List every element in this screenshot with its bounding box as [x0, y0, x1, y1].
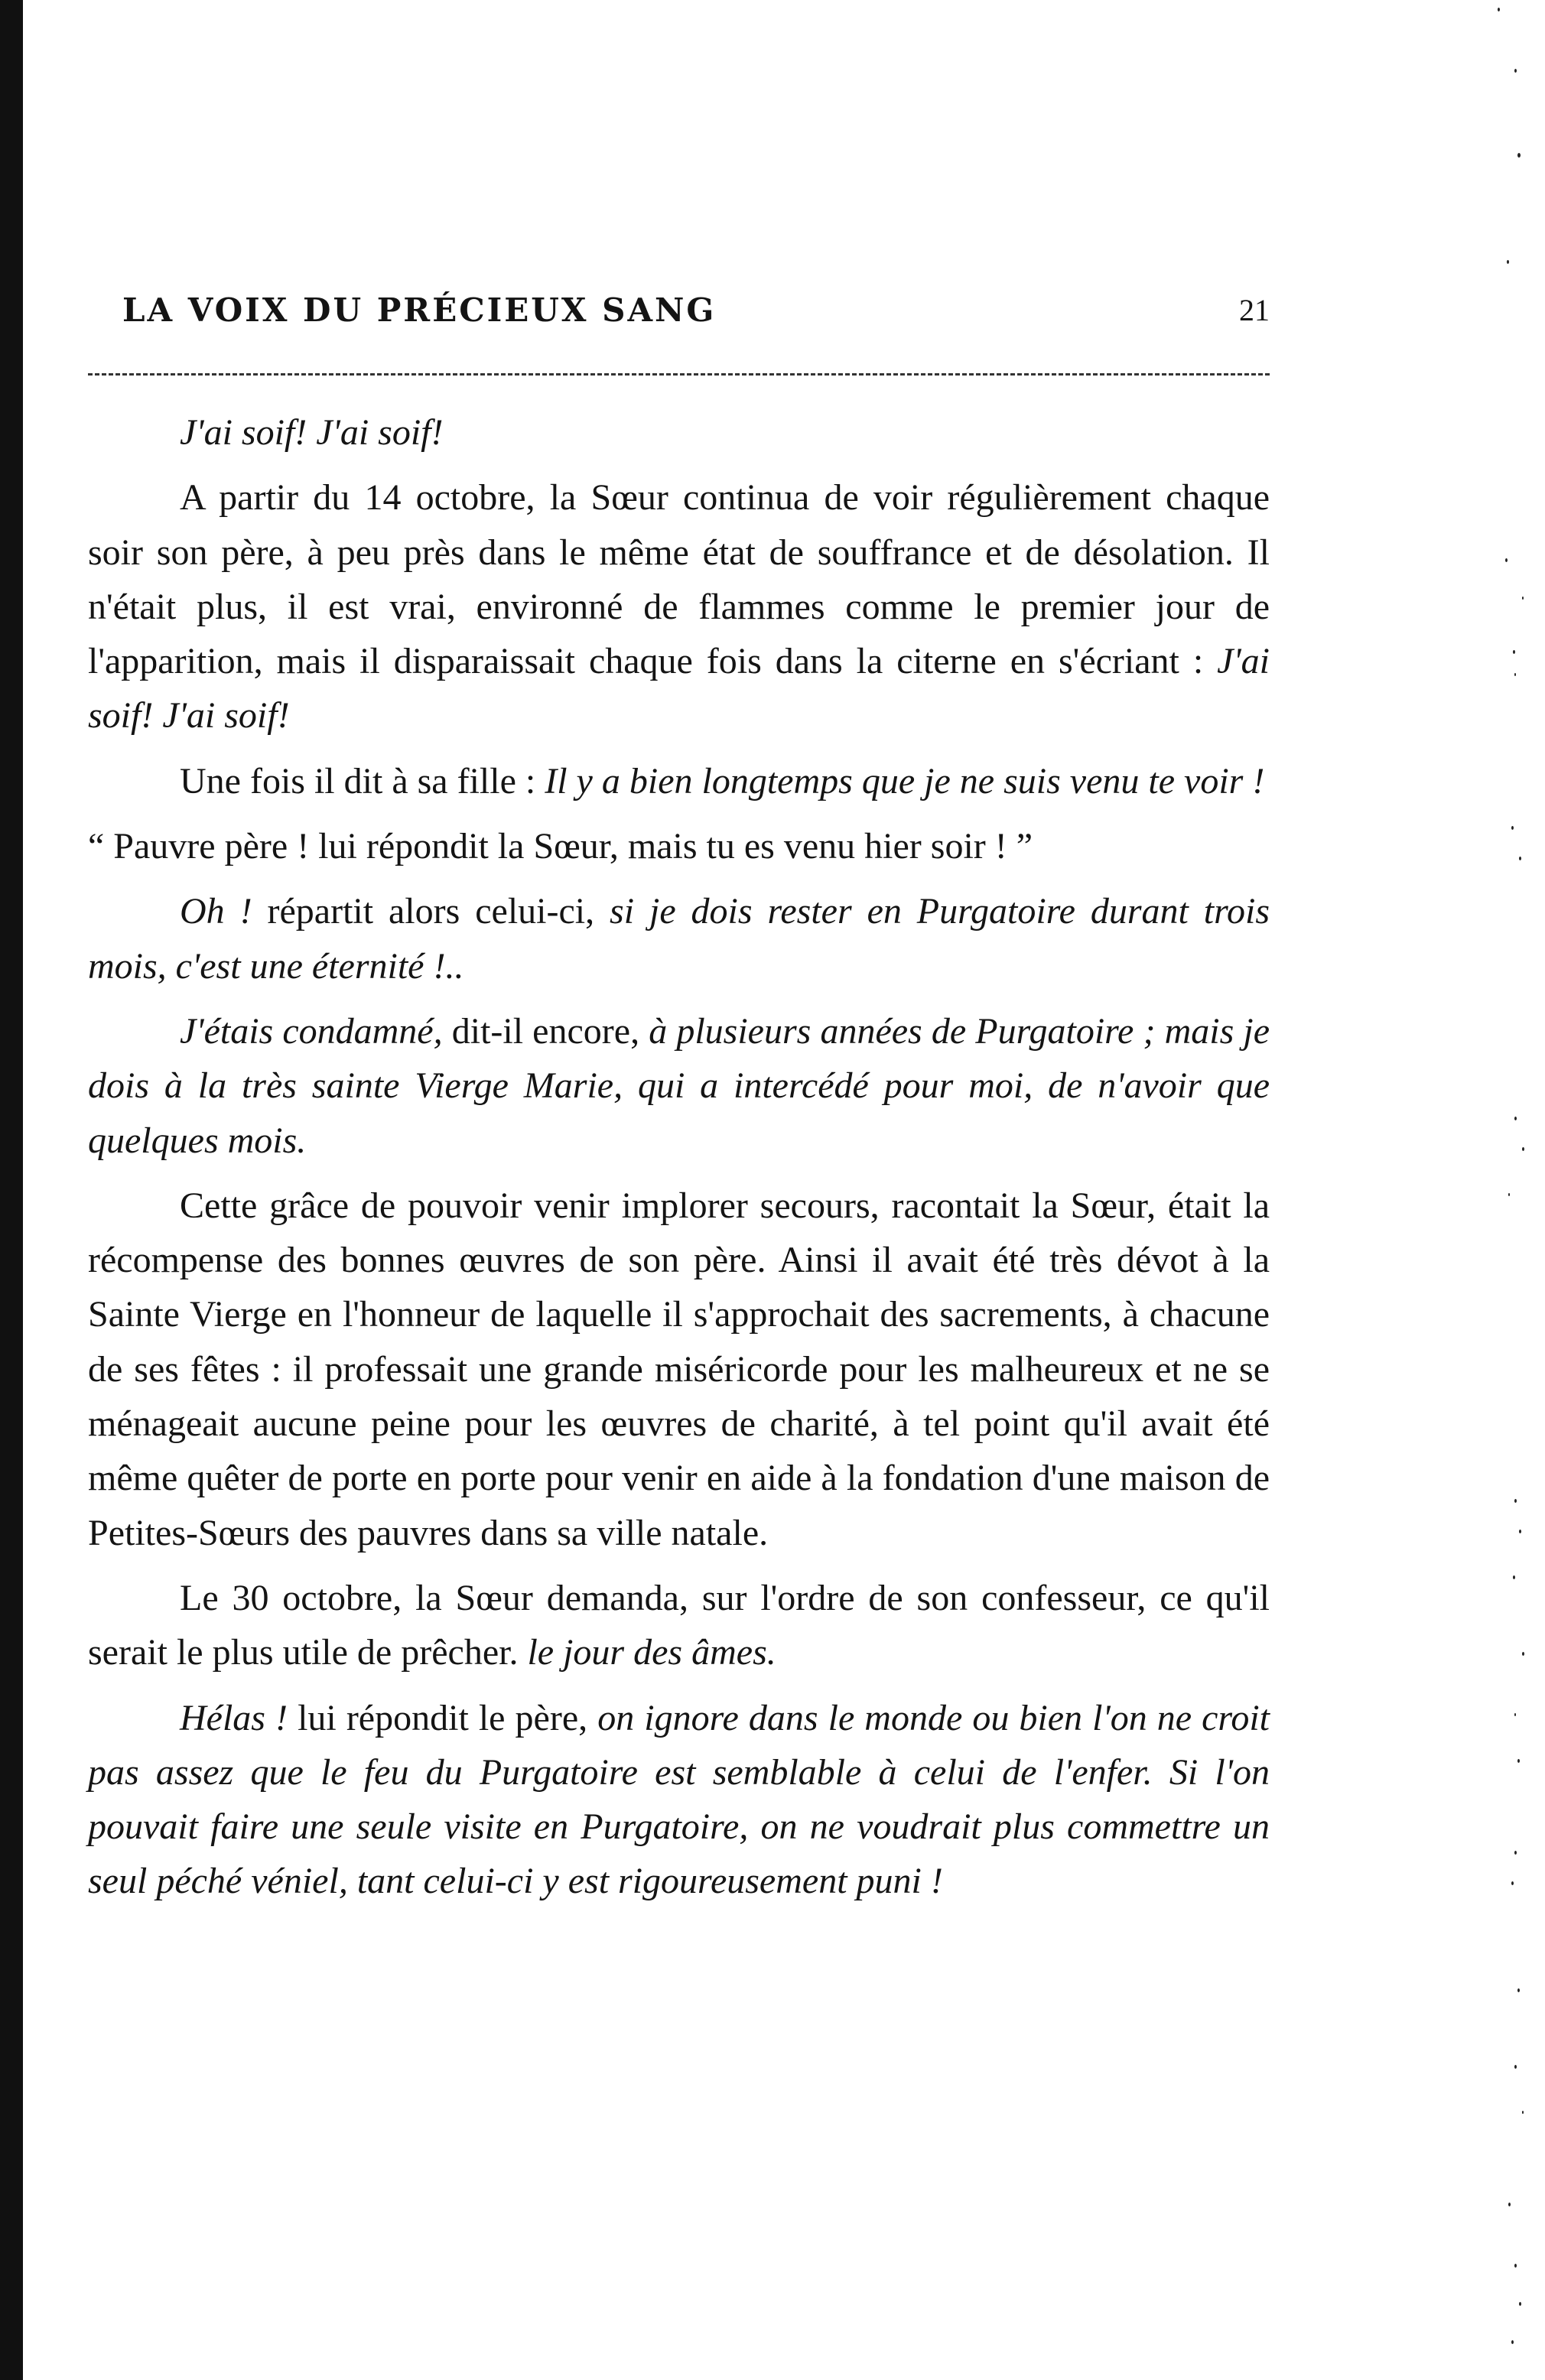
- paragraph: [88, 405, 1270, 460]
- paragraph: [88, 1179, 1270, 1560]
- scan-speck: [1517, 153, 1521, 158]
- text-run: dit-il encore,: [442, 1010, 649, 1052]
- scan-speck: [1514, 1851, 1517, 1855]
- scan-speck: [1522, 2111, 1524, 2114]
- scan-speck: [1498, 8, 1500, 11]
- text-run: lui répondit le père,: [288, 1697, 598, 1738]
- text-run: A partir du 14 octobre, la Sœur continua de voir régulièrement chaque soir son père, à peu près dans le même état de souffrance et de désolation. Il n'était plus, il est vrai, environné de flammes comme le premier jour de l'apparition, mais il disparaissait chaque fois dans la citerne en s'écriant :: [88, 477, 1270, 682]
- scan-speck: [1519, 2302, 1521, 2306]
- scan-speck: [1517, 1988, 1520, 1992]
- italic-run: J'ai soif! J'ai soif!: [180, 412, 444, 453]
- scan-speck: [1514, 2264, 1517, 2268]
- scan-speck: [1514, 2065, 1517, 2069]
- scan-speck: [1514, 1499, 1517, 1503]
- italic-run: si je dois rester en Purgatoire durant trois mois, c'est une éternité !..: [88, 891, 1270, 987]
- scan-speck: [1517, 1759, 1520, 1763]
- paragraph: [88, 470, 1270, 743]
- text-run: Une fois il dit à sa fille :: [180, 760, 545, 801]
- paragraph: [88, 819, 1270, 873]
- scan-speck: [1508, 1193, 1510, 1196]
- italic-run: Oh !: [180, 891, 252, 932]
- italic-run: J'étais condamné,: [180, 1010, 443, 1052]
- paragraph: [88, 1691, 1270, 1909]
- scan-speck: [1508, 2203, 1511, 2206]
- paragraph: [88, 754, 1270, 808]
- text-run: Le 30 octobre, la Sœur demanda, sur l'ordre de son confesseur, ce qu'il serait le plus utile de prêcher.: [88, 1577, 1270, 1673]
- scan-speck: [1514, 1713, 1516, 1716]
- scan-speck: [1514, 1117, 1517, 1120]
- scan-speck: [1513, 1575, 1515, 1579]
- scan-speck: [1522, 597, 1524, 600]
- scan-speck: [1511, 1881, 1514, 1885]
- text-run: Cette grâce de pouvoir venir implorer secours, racontait la Sœur, était la récompense des bonnes œuvres de son père. Ainsi il avait été très dévot à la Sainte Vierge en l'honneur de laquelle il s'approchait des sacrements, à chacune de ses fêtes : il professait une grande miséricorde pour les malheureux et ne se ménageait aucune peine pour les œuvres de charité, à tel point qu'il avait été même quêter de porte en porte pour venir en aide à la fondation d'une maison de Petites-Sœurs des pauvres dans sa ville natale.: [88, 1185, 1270, 1553]
- scan-speck: [1522, 1652, 1524, 1656]
- page-body: [88, 405, 1270, 1920]
- italic-run: le jour des âmes.: [527, 1632, 776, 1673]
- page-header: [122, 283, 1270, 337]
- scan-speck: [1519, 1530, 1521, 1533]
- running-title: LA VOIX DU PRÉCIEUX SANG: [122, 291, 717, 329]
- header-rule: [88, 373, 1270, 376]
- scan-speck: [1514, 673, 1516, 676]
- paragraph: [88, 1004, 1270, 1168]
- text-run: répartit alors celui-ci,: [252, 891, 610, 932]
- text-run: “ Pauvre père ! lui répondit la Sœur, mais tu es venu hier soir ! ”: [88, 826, 1033, 867]
- italic-run: à plusieurs années de Purgatoire ; mais je dois à la très sainte Vierge Marie, qui a intercédé pour moi, de n'avoir que quelques mois.: [88, 1010, 1270, 1161]
- binding-gutter: [0, 0, 23, 2380]
- margin-specks: [1491, 0, 1545, 2380]
- scan-speck: [1519, 857, 1521, 860]
- italic-run: Hélas !: [180, 1697, 288, 1738]
- paragraph: [88, 1571, 1270, 1680]
- page-number: 21: [1239, 292, 1270, 327]
- italic-run: Il y a bien longtemps que je ne suis venu te voir !: [545, 760, 1265, 801]
- scan-speck: [1507, 260, 1509, 264]
- italic-run: J'ai soif! J'ai soif!: [88, 641, 1270, 736]
- scan-speck: [1511, 2340, 1514, 2344]
- scan-speck: [1513, 650, 1515, 654]
- scan-speck: [1514, 69, 1517, 73]
- scan-speck: [1511, 826, 1514, 830]
- scan-speck: [1505, 558, 1508, 562]
- italic-run: on ignore dans le monde ou bien l'on ne croit pas assez que le feu du Purgatoire est semblable à celui de l'enfer. Si l'on pouvait faire une seule visite en Purgatoire, on ne voudrait plus commettre un seul péché véniel, tant celui-ci y est rigoureusement puni !: [88, 1697, 1270, 1902]
- paragraph: [88, 884, 1270, 993]
- scan-speck: [1522, 1147, 1524, 1151]
